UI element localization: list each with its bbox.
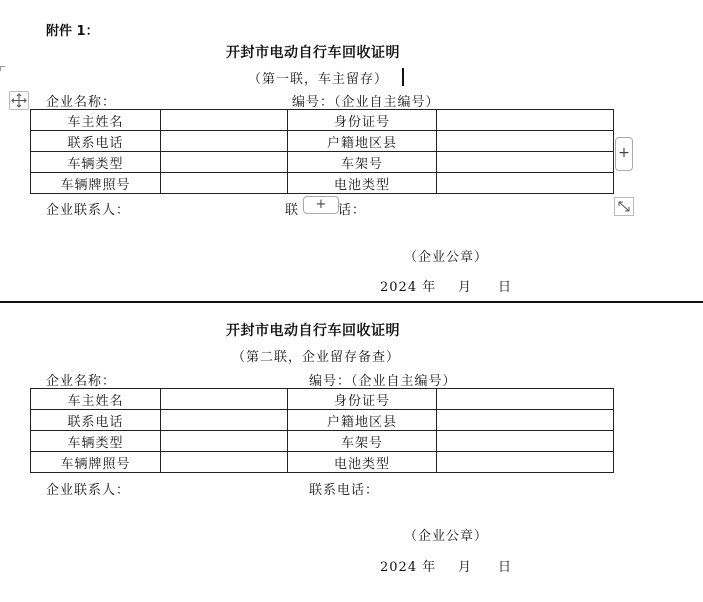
cell-label[interactable]: 车辆牌照号 [31,173,161,194]
date-month: 月 [458,560,473,575]
date-year: 2024 年 [380,560,437,575]
date-year: 2024 年 [380,280,437,295]
cell-value[interactable] [437,410,614,431]
table-row [31,110,614,131]
cell-value[interactable] [161,431,288,452]
contact-phone-label-end: 话： [338,203,367,218]
number-label: 编号：（企业自主编号） [309,374,457,389]
table-move-handle-icon[interactable] [9,91,29,110]
info-table-1 [30,109,614,194]
company-name-label: 企业名称： [46,374,117,389]
cell-value[interactable] [437,152,614,173]
table-row [31,152,614,173]
contact-person-label: 企业联系人： [46,483,131,498]
table-row [31,131,614,152]
table-resize-handle-icon[interactable] [614,197,634,216]
cell-value[interactable] [437,173,614,194]
cell-value[interactable] [161,110,288,131]
company-name-label: 企业名称： [46,95,117,110]
table-row [31,410,614,431]
cell-label[interactable]: 车主姓名 [31,110,161,131]
add-column-button[interactable]: + [615,137,633,171]
cell-label[interactable]: 车主姓名 [31,389,161,410]
add-row-button[interactable]: + [303,196,339,214]
contact-person-label: 企业联系人： [46,203,131,218]
contact-phone-label-start: 联 [285,203,300,218]
contact-phone-label: 联系电话： [309,483,380,498]
certificate-title-1: 开封市电动自行车回收证明 [226,45,400,61]
cell-label[interactable]: 车辆类型 [31,431,161,452]
cell-value[interactable] [437,452,614,473]
margin-corner-mark [0,66,5,71]
cell-label[interactable]: 电池类型 [288,452,437,473]
attachment-label: 附件 1： [46,24,99,39]
subtitle-copy-2: （第二联，企业留存备查） [232,350,401,365]
info-table-2 [30,388,614,473]
cell-label[interactable]: 车辆类型 [31,152,161,173]
text-cursor [402,68,404,86]
cell-label[interactable]: 联系电话 [31,131,161,152]
cell-value[interactable] [161,152,288,173]
page-divider [0,301,703,303]
cell-label[interactable]: 户籍地区县 [288,131,437,152]
cell-value[interactable] [437,389,614,410]
cell-label[interactable]: 身份证号 [288,110,437,131]
company-seal-label: （企业公章） [404,250,489,265]
cell-value[interactable] [161,389,288,410]
table-row [31,431,614,452]
date-month: 月 [458,280,473,295]
cell-value[interactable] [437,431,614,452]
date-day: 日 [498,560,513,575]
table-row [31,173,614,194]
cell-label[interactable]: 身份证号 [288,389,437,410]
cell-label[interactable]: 车辆牌照号 [31,452,161,473]
company-seal-label: （企业公章） [404,529,489,544]
cell-value[interactable] [161,410,288,431]
cell-value[interactable] [437,131,614,152]
cell-label[interactable]: 户籍地区县 [288,410,437,431]
cell-value[interactable] [161,131,288,152]
cell-value[interactable] [161,173,288,194]
cell-label[interactable]: 车架号 [288,152,437,173]
cell-label[interactable]: 车架号 [288,431,437,452]
certificate-title-2: 开封市电动自行车回收证明 [226,323,400,339]
table-row [31,389,614,410]
number-label: 编号：（企业自主编号） [292,95,440,110]
table-row [31,452,614,473]
cell-value[interactable] [161,452,288,473]
subtitle-copy-1: （第一联，车主留存） [248,72,389,87]
cell-label[interactable]: 联系电话 [31,410,161,431]
cell-value[interactable] [437,110,614,131]
cell-label[interactable]: 电池类型 [288,173,437,194]
date-day: 日 [498,280,513,295]
